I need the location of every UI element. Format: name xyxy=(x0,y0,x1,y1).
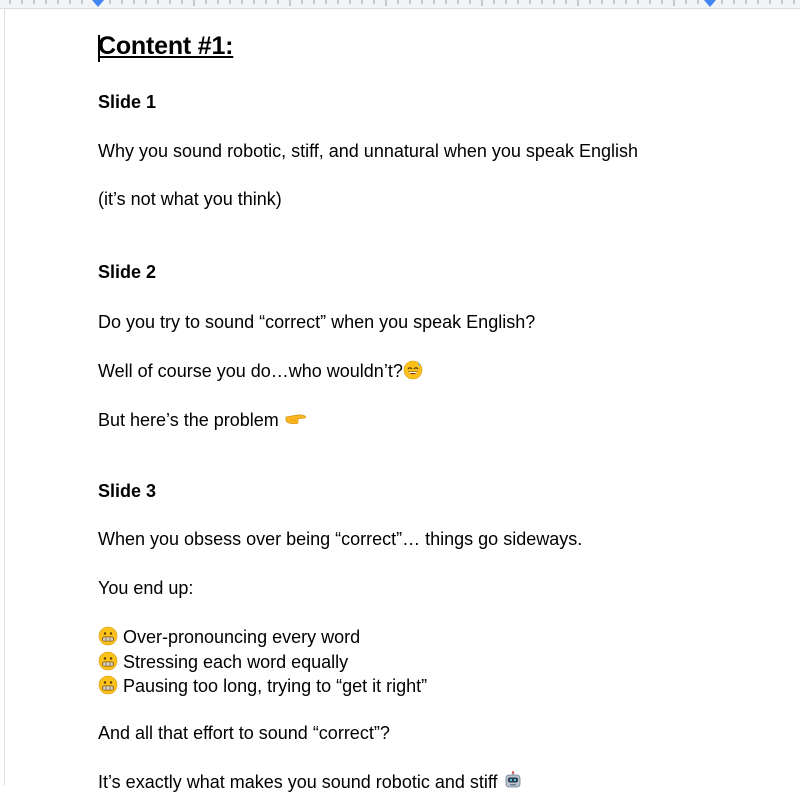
robot-icon xyxy=(503,771,523,791)
left-indent-marker xyxy=(92,0,104,7)
document-title: Content #1: xyxy=(98,32,234,60)
slide3-heading: Slide 3 xyxy=(98,481,157,501)
slide3-line: And all that effort to sound “correct”? xyxy=(98,723,390,743)
slide3-line xyxy=(98,771,523,793)
grimace-icon xyxy=(98,626,118,646)
slide2-line xyxy=(98,409,308,431)
list-item xyxy=(98,675,427,697)
slide1-line: (it’s not what you think) xyxy=(98,189,282,209)
sweat-smile-icon xyxy=(403,360,423,380)
slide2-line: Do you try to sound “correct” when you speak English? xyxy=(98,312,536,332)
document-page[interactable] xyxy=(0,8,800,792)
list-item-text: Pausing too long, trying to “get it right” xyxy=(118,676,428,696)
list-item-text: Over-pronouncing every word xyxy=(118,627,361,647)
list-item xyxy=(98,651,348,673)
grimace-icon xyxy=(98,675,118,695)
slide1-heading: Slide 1 xyxy=(98,92,157,112)
slide2-line-text: But here’s the problem xyxy=(98,410,284,430)
pointing-right-icon xyxy=(284,409,308,429)
slide3-line-text: It’s exactly what makes you sound robotic and stiff xyxy=(98,772,503,792)
slide2-heading: Slide 2 xyxy=(98,262,157,282)
list-item xyxy=(98,626,360,648)
slide1-line: Why you sound robotic, stiff, and unnatural when you speak English xyxy=(98,141,638,161)
slide3-line: You end up: xyxy=(98,578,194,598)
slide2-line-text: Well of course you do…who wouldn’t? xyxy=(98,361,403,381)
right-indent-marker xyxy=(704,0,716,7)
grimace-icon xyxy=(98,651,118,671)
list-item-text: Stressing each word equally xyxy=(118,652,349,672)
ruler-ticks xyxy=(0,0,800,8)
slide3-line: When you obsess over being “correct”… things go sideways. xyxy=(98,529,583,549)
slide2-line xyxy=(98,360,423,382)
